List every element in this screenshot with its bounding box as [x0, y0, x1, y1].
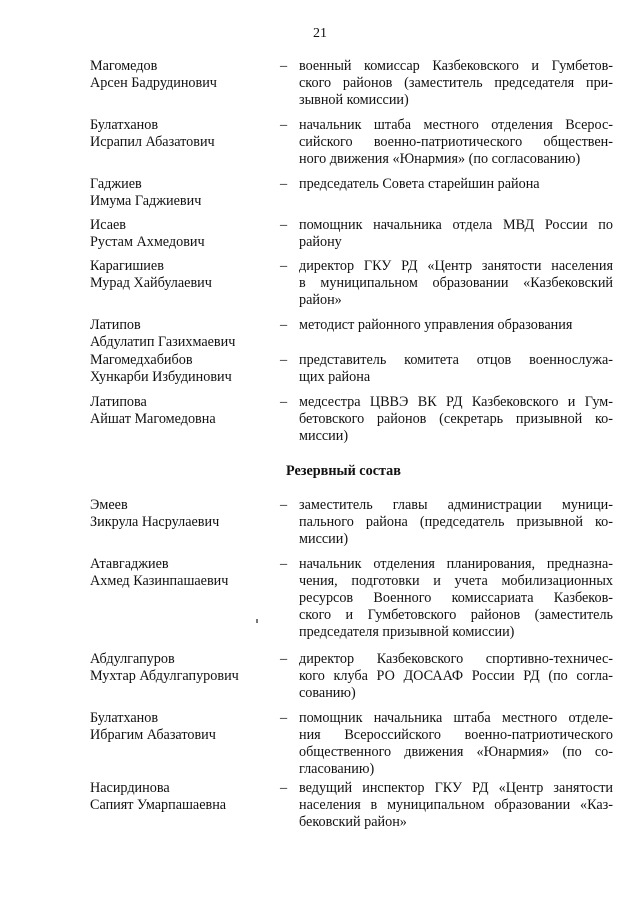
member-role-line: председатель Совета старейшин района — [299, 176, 540, 192]
scan-speck — [256, 619, 258, 623]
member-role — [299, 176, 613, 193]
dash-separator: – — [280, 710, 288, 726]
member-surname: Исаев — [90, 217, 127, 233]
member-role-line: гласованию) — [299, 761, 375, 777]
member-name — [90, 556, 270, 590]
dash-separator: – — [280, 317, 288, 333]
member-given-names: Сапият Умарпашаевна — [90, 797, 227, 813]
member-role-line: миссии) — [299, 531, 349, 547]
member-role-line: директор Казбековского спортивно-техничес- — [299, 651, 613, 667]
member-role — [299, 317, 613, 334]
member-given-names: Мурад Хайбулаевич — [90, 275, 212, 291]
dash-separator: – — [280, 497, 288, 513]
member-role-line: чения, подготовки и учета мобилизационных — [299, 573, 613, 589]
member-name — [90, 780, 270, 814]
member-role-line: миссии) — [299, 428, 349, 444]
member-surname: Карагишиев — [90, 258, 164, 274]
member-role — [299, 58, 613, 109]
member-given-names: Абдулатип Газихмаевич — [90, 334, 236, 350]
dash-separator: – — [280, 780, 288, 796]
member-given-names: Исрапил Абазатович — [90, 134, 215, 150]
member-surname: Латипов — [90, 317, 141, 333]
member-surname: Эмеев — [90, 497, 128, 513]
member-role-line: начальник отделения планирования, предназна- — [299, 556, 613, 572]
member-role-line: помощник начальника штаба местного отделе- — [299, 710, 613, 726]
member-role-line: бековский район» — [299, 814, 407, 830]
member-role — [299, 710, 613, 778]
member-role-line: военный комиссар Казбековского и Гумбетов- — [299, 58, 613, 74]
member-name — [90, 258, 270, 292]
member-role-line: район» — [299, 292, 342, 308]
member-role-line: представитель комитета отцов военнослужа- — [299, 352, 613, 368]
member-given-names: Зикрула Насрулаевич — [90, 514, 220, 530]
member-role-line: ного движения «Юнармия» (по согласованию) — [299, 151, 581, 167]
member-role — [299, 556, 613, 641]
member-name — [90, 651, 270, 685]
dash-separator: – — [280, 176, 288, 192]
dash-separator: – — [280, 352, 288, 368]
member-role-line: зывной комиссии) — [299, 92, 409, 108]
member-surname: Атавгаджиев — [90, 556, 169, 572]
member-role — [299, 651, 613, 702]
dash-separator: – — [280, 258, 288, 274]
dash-separator: – — [280, 58, 288, 74]
member-given-names: Арсен Бадрудинович — [90, 75, 217, 91]
member-name — [90, 352, 270, 386]
member-surname: Насирдинова — [90, 780, 170, 796]
member-role-line: ведущий инспектор ГКУ РД «Центр занятости — [299, 780, 613, 796]
member-role-line: ского и Гумбетовского районов (заместитель — [299, 607, 613, 623]
member-role — [299, 117, 613, 168]
page-number: 21 — [313, 26, 327, 41]
member-name — [90, 217, 270, 251]
member-name — [90, 176, 270, 210]
member-name — [90, 497, 270, 531]
member-role-line: ресурсов Военного комиссариата Казбеков- — [299, 590, 613, 606]
dash-separator: – — [280, 217, 288, 233]
member-name — [90, 710, 270, 744]
member-role — [299, 217, 613, 251]
member-surname: Магомедхабибов — [90, 352, 193, 368]
member-surname: Булатханов — [90, 117, 159, 133]
member-surname: Латипова — [90, 394, 147, 410]
dash-separator: – — [280, 117, 288, 133]
member-role-line: начальник штаба местного отделения Всерос- — [299, 117, 613, 133]
member-role-line: населения в муниципальном образовании «Каз- — [299, 797, 613, 813]
member-surname: Булатханов — [90, 710, 159, 726]
member-role-line: заместитель главы администрации муници- — [299, 497, 613, 513]
member-surname: Абдулгапуров — [90, 651, 175, 667]
member-role — [299, 352, 613, 386]
member-role-line: в муниципальном образовании «Казбековский — [299, 275, 613, 291]
dash-separator: – — [280, 556, 288, 572]
member-name — [90, 58, 270, 92]
member-given-names: Имума Гаджиевич — [90, 193, 202, 209]
member-role-line: району — [299, 234, 342, 250]
member-role-line: пального района (председатель призывной ко- — [299, 514, 613, 530]
member-role-line: бетовского районов (секретарь призывной ко- — [299, 411, 613, 427]
member-name — [90, 394, 270, 428]
member-given-names: Рустам Ахмедович — [90, 234, 205, 250]
member-role-line: медсестра ЦВВЭ ВК РД Казбековского и Гум- — [299, 394, 613, 410]
reserve-section-heading: Резервный состав — [286, 463, 401, 479]
member-role — [299, 497, 613, 548]
member-role-line: методист районного управления образования — [299, 317, 573, 333]
member-role — [299, 780, 613, 831]
member-given-names: Ибрагим Абазатович — [90, 727, 216, 743]
member-role-line: щих района — [299, 369, 371, 385]
member-name — [90, 117, 270, 151]
member-role-line: сованию) — [299, 685, 356, 701]
member-role-line: председателя призывной комиссии) — [299, 624, 515, 640]
member-given-names: Хункарби Избудинович — [90, 369, 232, 385]
member-surname: Гаджиев — [90, 176, 142, 192]
member-given-names: Айшат Магомедовна — [90, 411, 216, 427]
member-role-line: сийского военно-патриотического обществен- — [299, 134, 613, 150]
dash-separator: – — [280, 651, 288, 667]
dash-separator: – — [280, 394, 288, 410]
member-role-line: директор ГКУ РД «Центр занятости населения — [299, 258, 613, 274]
member-role-line: ния Всероссийского военно-патриотического — [299, 727, 613, 743]
member-role-line: ского районов (заместитель председателя при- — [299, 75, 613, 91]
member-role-line: кого клуба РО ДОСААФ России РД (по согла- — [299, 668, 613, 684]
member-role-line: помощник начальника отдела МВД России по — [299, 217, 613, 233]
member-name — [90, 317, 270, 351]
member-given-names: Мухтар Абдулгапурович — [90, 668, 239, 684]
member-role — [299, 394, 613, 445]
member-surname: Магомедов — [90, 58, 158, 74]
member-given-names: Ахмед Казинпашаевич — [90, 573, 229, 589]
member-role — [299, 258, 613, 309]
member-role-line: общественного движения «Юнармия» (по со- — [299, 744, 613, 760]
